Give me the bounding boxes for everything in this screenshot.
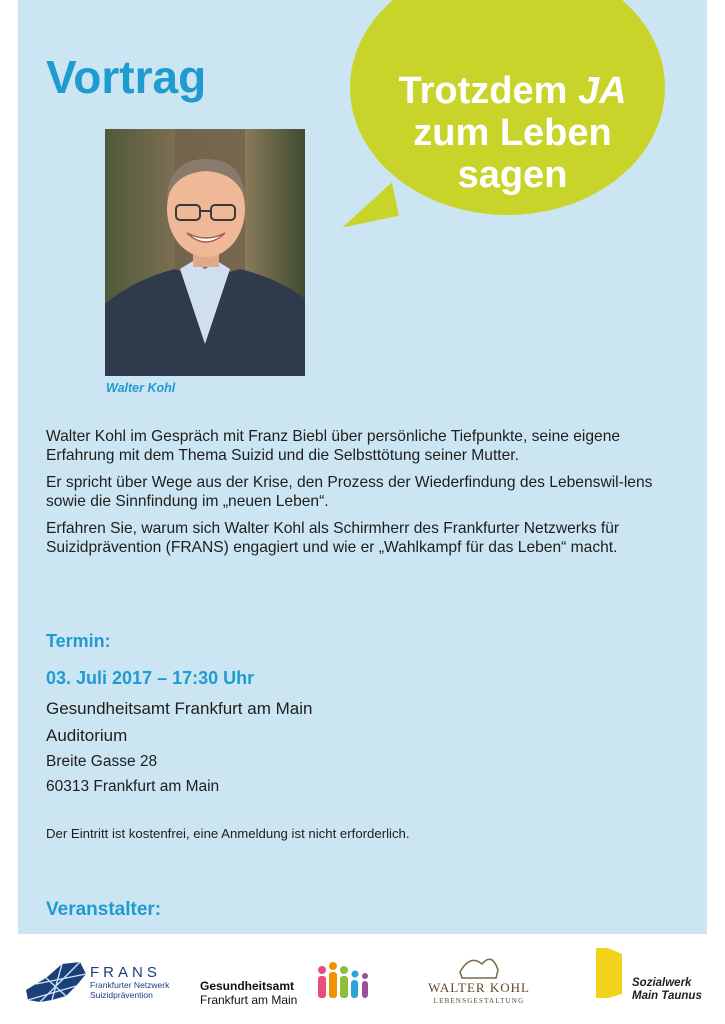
frans-sub2: Suizidprävention	[90, 990, 153, 1000]
frans-name: FRANS	[90, 964, 161, 981]
organizers-heading: Veranstalter:	[46, 899, 162, 920]
venue-street: Breite Gasse 28	[46, 753, 158, 770]
admission-note: Der Eintritt ist kostenfrei, eine Anmeldung ist nicht erforderlich.	[46, 826, 410, 841]
paragraph-2: Er spricht über Wege aus der Krise, den Prozess der Wiederfindung des Lebenswil-lens sowie die Sinnfindung im „neuen Leben“.	[46, 474, 653, 510]
bubble-emphasis: JA	[577, 70, 627, 112]
gesundheitsamt-line2: Frankfurt am Main	[200, 993, 298, 1007]
sozialwerk-logo	[596, 948, 702, 1002]
bubble-headline	[380, 70, 645, 196]
gesundheitsamt-logo	[200, 962, 368, 1007]
termin-heading: Termin:	[46, 631, 111, 651]
organizer-logos	[0, 934, 725, 1024]
frans-logo	[26, 962, 170, 1002]
bubble-line-1: Trotzdem	[398, 70, 578, 112]
speaker-photo	[105, 129, 305, 376]
walter-kohl-sub: LEBENSGESTALTUNG	[433, 997, 525, 1005]
sozialwerk-line1: Sozialwerk	[632, 977, 692, 989]
frans-sub1: Frankfurter Netzwerk	[90, 980, 170, 990]
bubble-line-2: zum Leben	[413, 112, 612, 154]
photo-caption: Walter Kohl	[106, 381, 176, 395]
venue-city: 60313 Frankfurt am Main	[46, 778, 220, 795]
page-title: Vortrag	[46, 51, 207, 103]
description	[46, 427, 686, 565]
paragraph-1: Walter Kohl im Gespräch mit Franz Biebl über persönliche Tiefpunkte, seine eigene Erfahrung mit dem Thema Suizid und die Selbsttötung seiner Mutter.	[46, 428, 621, 464]
paragraph-3: Erfahren Sie, warum sich Walter Kohl als Schirmherr des Frankfurter Netzwerks für Suizidprävention (FRANS) engagiert und wie er „Wahlkampf für das Leben“ macht.	[46, 520, 620, 556]
portrait-illustration	[105, 129, 305, 376]
walter-kohl-logo	[428, 959, 530, 1005]
event-date: 03. Juli 2017 – 17:30 Uhr	[46, 668, 255, 688]
sozialwerk-line2: Main Taunus	[632, 990, 702, 1002]
venue-name: Gesundheitsamt Frankfurt am Main	[46, 699, 313, 718]
walter-kohl-name: WALTER KOHL	[428, 980, 530, 995]
venue-room: Auditorium	[46, 726, 128, 745]
bubble-line-3: sagen	[457, 154, 568, 196]
gesundheitsamt-line1: Gesundheitsamt	[200, 979, 295, 993]
